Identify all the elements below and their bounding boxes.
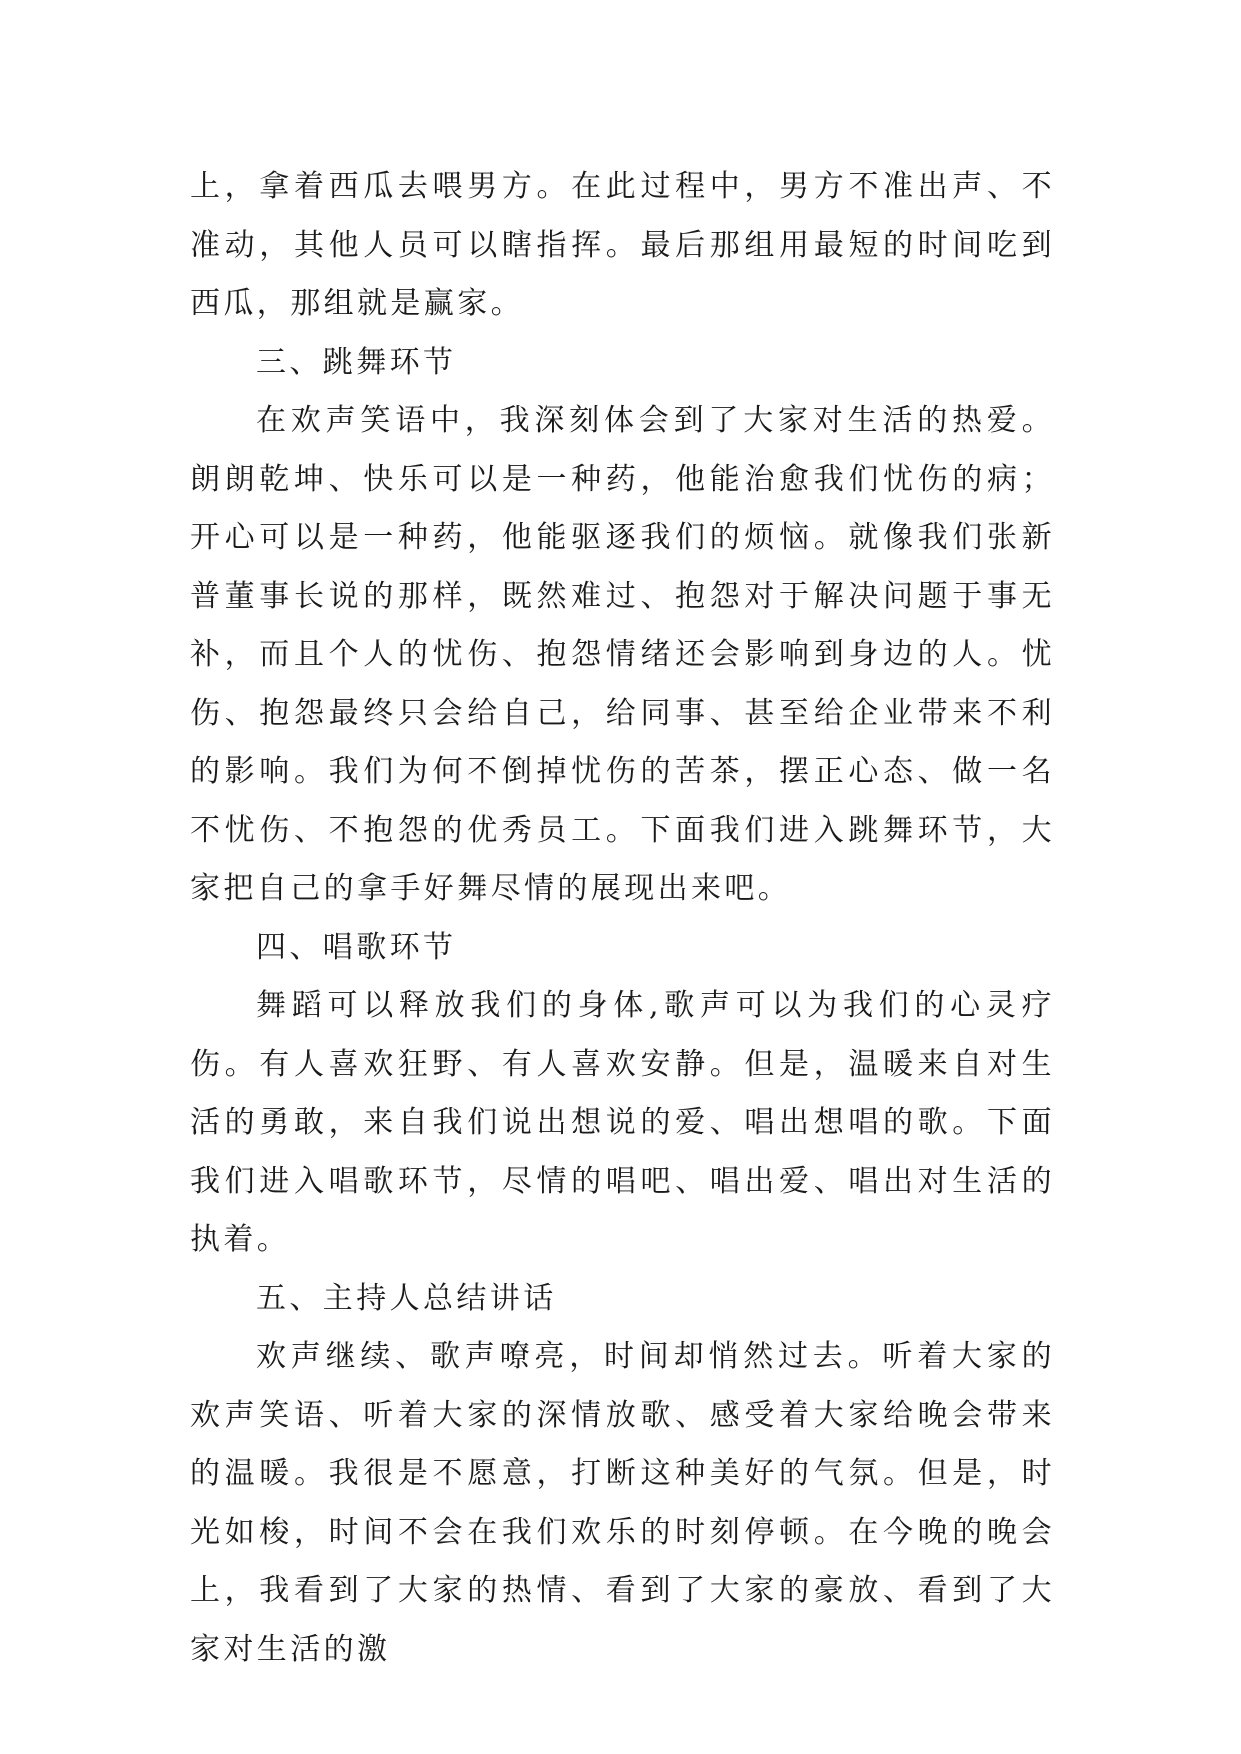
document-body — [190, 158, 1055, 1679]
paragraph-singing-intro: 舞蹈可以释放我们的身体,歌声可以为我们的心灵疗伤。有人喜欢狂野、有人喜欢安静。但是，温暖来自对生活的勇敢，来自我们说出想说的爱、唱出想唱的歌。下面我们进入唱歌环节，尽情的唱吧、唱出爱、唱出对生活的执着。 — [190, 988, 1055, 1257]
heading-singing-section: 四、唱歌环节 — [256, 929, 457, 965]
paragraph-dance-intro: 在欢声笑语中，我深刻体会到了大家对生活的热爱。朗朗乾坤、快乐可以是一种药，他能治愈我们忧伤的病；开心可以是一种药，他能驱逐我们的烦恼。就像我们张新普董事长说的那样，既然难过、抱怨对于解决问题于事无补，而且个人的忧伤、抱怨情绪还会影响到身边的人。忧伤、抱怨最终只会给自己，给同事、甚至给企业带来不利的影响。我们为何不倒掉忧伤的苦茶，摆正心态、做一名不忧伤、不抱怨的优秀员工。下面我们进入跳舞环节，大家把自己的拿手好舞尽情的展现出来吧。 — [190, 403, 1055, 906]
paragraph-host-summary: 欢声继续、歌声嘹亮，时间却悄然过去。听着大家的欢声笑语、听着大家的深情放歌、感受着大家给晚会带来的温暖。我很是不愿意，打断这种美好的气氛。但是，时光如梭，时间不会在我们欢乐的时刻停顿。在今晚的晚会上，我看到了大家的热情、看到了大家的豪放、看到了大家对生活的激 — [190, 1339, 1055, 1667]
heading-dance-section: 三、跳舞环节 — [256, 344, 457, 380]
paragraph-game-rules: 上，拿着西瓜去喂男方。在此过程中，男方不准出声、不准动，其他人员可以瞎指挥。最后那组用最短的时间吃到西瓜，那组就是赢家。 — [190, 169, 1055, 321]
heading-host-summary: 五、主持人总结讲话 — [256, 1280, 557, 1316]
